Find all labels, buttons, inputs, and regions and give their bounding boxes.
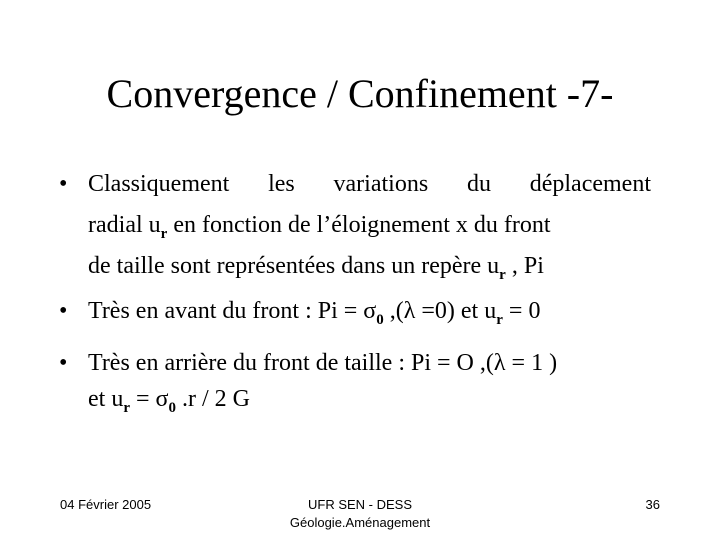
footer-page-number: 36 bbox=[645, 497, 660, 512]
bullet-marker-2: • bbox=[59, 298, 68, 324]
page-title: Convergence / Confinement -7- bbox=[106, 71, 614, 116]
bullet-marker-1: • bbox=[59, 171, 68, 197]
bullet-1-line-2-text-b: en fonction de l’éloignement x du front bbox=[167, 212, 551, 238]
bullet-marker-3: • bbox=[59, 350, 68, 376]
u-subscript: r bbox=[160, 226, 168, 242]
bullet-1-line-2-text-a: radial u bbox=[88, 212, 161, 238]
sigma-subscript: 0 bbox=[376, 312, 384, 328]
bullet-3-line-1-text-b: = 1 ) bbox=[505, 350, 558, 376]
bullet-3-line-1 bbox=[88, 348, 557, 379]
bullet-2-text-a: Très en avant du front : Pi = bbox=[88, 298, 364, 324]
bullet-2-text-c: =0) et u bbox=[415, 298, 497, 324]
bullet-1-line-1: Classiquement les variations du déplacement bbox=[88, 171, 651, 197]
bullet-2-text-b: ,( bbox=[383, 298, 404, 324]
sigma-symbol: σ bbox=[155, 386, 169, 412]
footer-org-line-1: UFR SEN - DESS bbox=[307, 497, 412, 512]
sigma-subscript: 0 bbox=[168, 400, 176, 416]
sigma-symbol: σ bbox=[363, 298, 377, 324]
lambda-symbol: λ bbox=[403, 298, 416, 324]
bullet-3-line-1-text-a: Très en arrière du front de taille : Pi = O ,( bbox=[88, 350, 494, 376]
bullet-2-text-d: = 0 bbox=[502, 298, 541, 324]
footer-organization bbox=[260, 496, 460, 532]
lambda-symbol: λ bbox=[493, 350, 506, 376]
bullet-2-line-1 bbox=[88, 296, 540, 327]
footer-org-line-2: Géologie.Aménagement bbox=[289, 515, 431, 530]
bullet-1-line-3-text-a: de taille sont représentées dans un repère u bbox=[88, 253, 500, 279]
u-subscript: r bbox=[123, 400, 130, 416]
bullet-1-line-3 bbox=[88, 251, 544, 282]
bullet-3-line-2-text-a: et u bbox=[88, 386, 124, 412]
bullet-3-line-2 bbox=[88, 384, 250, 415]
u-subscript: r bbox=[496, 312, 503, 328]
bullet-1-line-2 bbox=[88, 210, 551, 241]
u-subscript: r bbox=[499, 267, 506, 283]
bullet-3-line-2-text-c: .r / 2 G bbox=[175, 386, 250, 412]
bullet-3-line-2-text-b: = bbox=[130, 386, 156, 412]
bullet-1-line-3-text-b: , Pi bbox=[505, 253, 544, 279]
footer-date: 04 Février 2005 bbox=[60, 497, 152, 512]
